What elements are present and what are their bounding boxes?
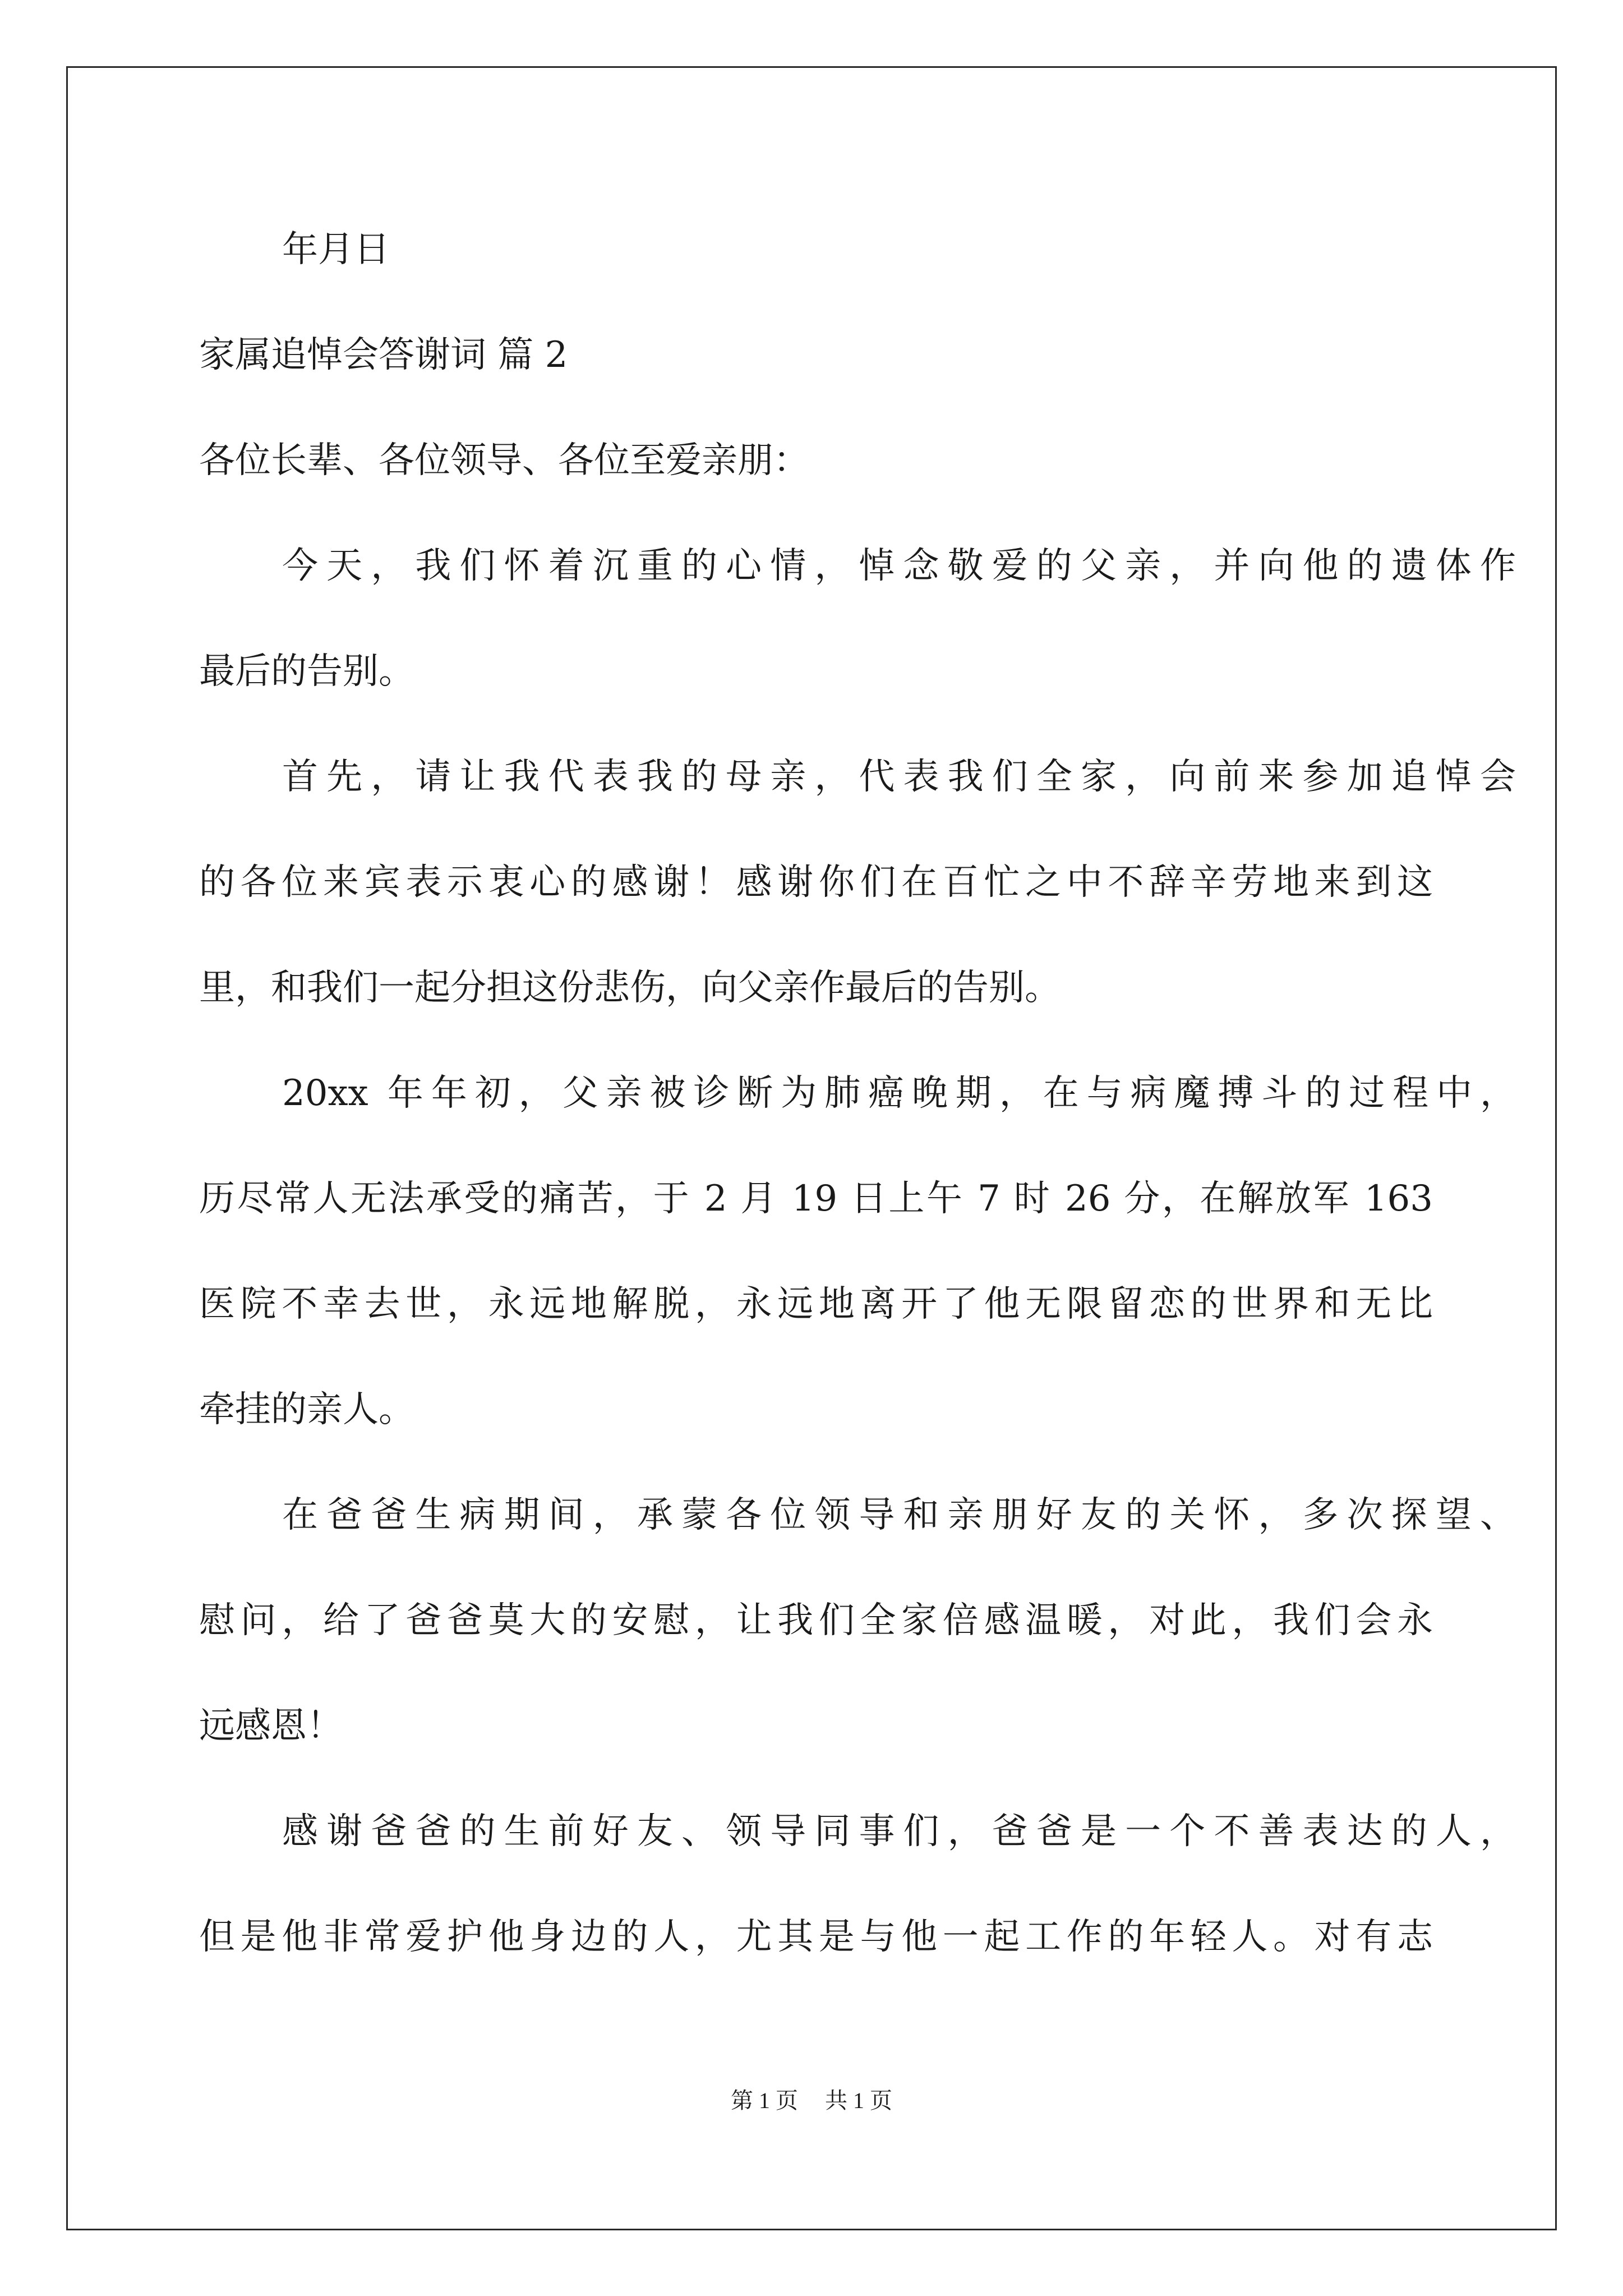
paragraph-line: 牵挂的亲人。 xyxy=(199,1389,414,1430)
paragraph-line: 20xx 年年初，父亲被诊断为肺癌晚期，在与病魔搏斗的过程中， xyxy=(282,1073,1516,1114)
section-title: 家属追悼会答谢词 篇 2 xyxy=(199,334,568,376)
paragraph-5 xyxy=(199,1803,1516,1965)
paragraph-line: 最后的告别。 xyxy=(199,651,414,692)
paragraph-line: 的各位来宾表示衷心的感谢！感谢你们在百忙之中不辞辛劳地来到这 xyxy=(199,862,1433,903)
page-footer xyxy=(0,2085,1623,2116)
document-body xyxy=(199,222,1516,1965)
paragraph-line: 首先，请让我代表我的母亲，代表我们全家，向前来参加追悼会 xyxy=(282,756,1516,798)
paragraph-line: 里，和我们一起分担这份悲伤，向父亲作最后的告别。 xyxy=(199,967,1061,1009)
paragraph-line: 历尽常人无法承受的痛苦，于 2 月 19 日上午 7 时 26 分，在解放军 163 xyxy=(199,1178,1433,1220)
salutation: 各位长辈、各位领导、各位至爱亲朋： xyxy=(199,440,809,481)
paragraph-3 xyxy=(199,1065,1516,1438)
paragraph-2 xyxy=(199,749,1516,1016)
page-number: 第 1 页 xyxy=(731,2088,798,2113)
paragraph-line: 医院不幸去世，永远地解脱，永远地离开了他无限留恋的世界和无比 xyxy=(199,1283,1433,1325)
date-line: 年月日 xyxy=(282,229,390,270)
page-total: 共 1 页 xyxy=(825,2088,892,2113)
paragraph-4 xyxy=(199,1487,1516,1754)
paragraph-line: 今天，我们怀着沉重的心情，悼念敬爱的父亲，并向他的遗体作 xyxy=(282,545,1516,587)
paragraph-line: 慰问，给了爸爸莫大的安慰，让我们全家倍感温暖，对此，我们会永 xyxy=(199,1600,1433,1641)
paragraph-1 xyxy=(199,538,1516,700)
paragraph-line: 感谢爸爸的生前好友、领导同事们，爸爸是一个不善表达的人， xyxy=(282,1811,1516,1852)
paragraph-line: 但是他非常爱护他身边的人，尤其是与他一起工作的年轻人。对有志 xyxy=(199,1916,1433,1958)
paragraph-line: 在爸爸生病期间，承蒙各位领导和亲朋好友的关怀，多次探望、 xyxy=(282,1494,1516,1536)
paragraph-line: 远感恩！ xyxy=(199,1705,343,1747)
